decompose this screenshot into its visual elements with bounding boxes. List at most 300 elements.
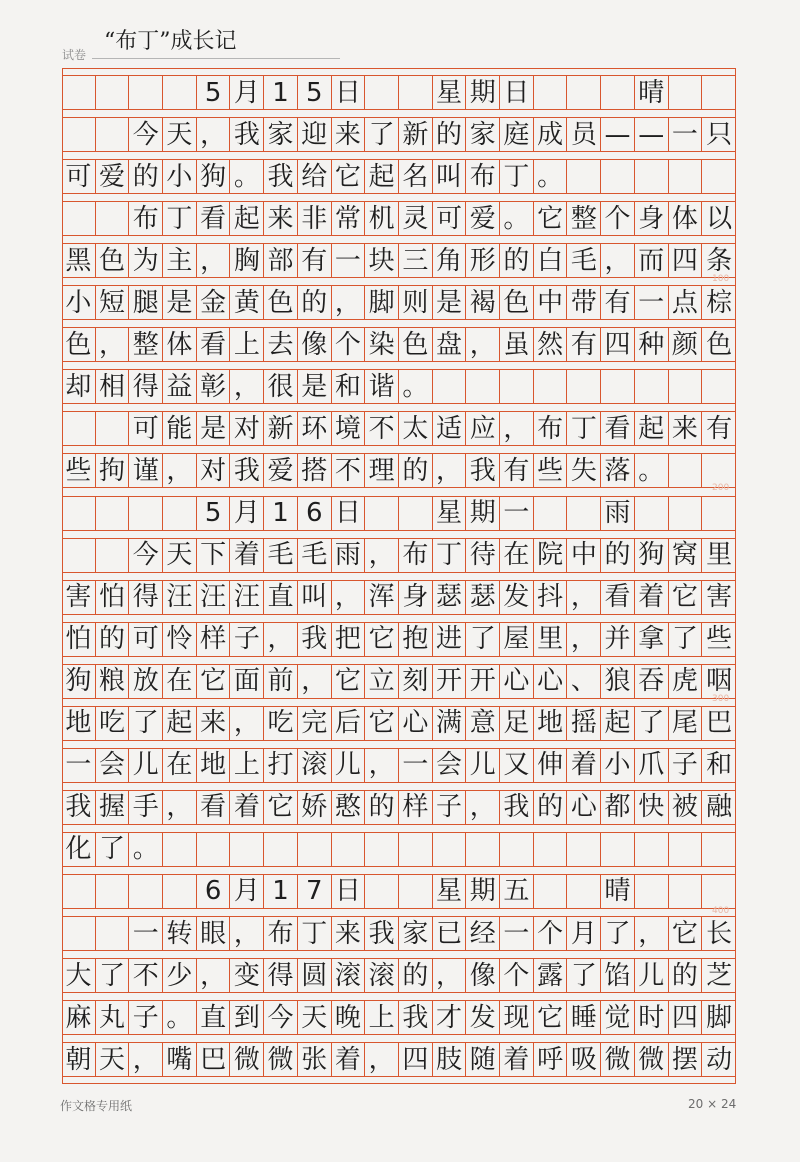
grid-cell: 机: [365, 202, 399, 235]
grid-cell: 去: [264, 328, 298, 361]
word-count-200: 200: [712, 483, 730, 493]
grid-cell: ，: [197, 959, 231, 992]
grid-cell: 一: [635, 286, 669, 319]
word-count-100: 100: [712, 274, 730, 284]
grid-cell: 了: [96, 833, 130, 866]
grid-cell: 日: [332, 76, 366, 109]
grid-cell: 发: [500, 581, 534, 614]
grid-cell: ，: [433, 454, 467, 487]
grid-cell: 一: [129, 917, 163, 950]
grid-cell: [568, 833, 602, 866]
grid-cell: 期: [466, 875, 500, 908]
grid-cell: 样: [399, 791, 433, 824]
grid-cell: 一: [500, 497, 534, 530]
grid-cell: 了: [365, 118, 399, 151]
grid-cell: 的: [399, 454, 433, 487]
grid-cell: ，: [163, 454, 197, 487]
grid-cell: 憨: [332, 791, 366, 824]
grid-cell: 着: [231, 539, 265, 572]
grid-cell: 月: [231, 875, 265, 908]
grid-cell: 5: [197, 76, 231, 109]
grid-cell: 它: [534, 202, 568, 235]
grid-cell: [433, 833, 467, 866]
grid-cell: 完: [298, 707, 332, 740]
grid-cell: 个: [601, 202, 635, 235]
grid-cell: 丁: [163, 202, 197, 235]
grid-cell: 有: [298, 244, 332, 277]
grid-cell: 太: [399, 412, 433, 445]
grid-cell: 儿: [129, 749, 163, 782]
grid-cell: [96, 118, 130, 151]
grid-cell: 布: [399, 539, 433, 572]
grid-cell: 布: [129, 202, 163, 235]
grid-cell: [534, 497, 568, 530]
grid-row: [62, 916, 736, 951]
grid-cell: 的: [96, 623, 130, 656]
grid-cell: 条: [706, 245, 733, 276]
grid-cell: 只: [706, 119, 733, 150]
grid-cell: 看: [601, 581, 635, 614]
grid-cell: 里: [534, 623, 568, 656]
grid-cell: ，: [466, 328, 500, 361]
grid-cell: 些: [706, 624, 733, 655]
grid-cell: 布: [534, 412, 568, 445]
grid-cell: 种: [635, 328, 669, 361]
grid-cell: 到: [231, 1001, 265, 1034]
grid-cell: 丁: [433, 539, 467, 572]
grid-cell: 我: [500, 791, 534, 824]
grid-cell: 却: [62, 370, 96, 403]
grid-cell: 放: [129, 665, 163, 698]
grid-cell: 有: [706, 413, 733, 444]
grid-cell: 了: [466, 623, 500, 656]
grid-cell: 儿: [466, 749, 500, 782]
grid-cell: 屋: [500, 623, 534, 656]
grid-cell: 巴: [197, 1043, 231, 1076]
grid-cell: 动: [706, 1044, 733, 1075]
grid-row: [62, 874, 736, 909]
grid-cell: [635, 370, 669, 403]
grid-row: [62, 538, 736, 573]
grid-cell: [96, 76, 130, 109]
grid-cell: 娇: [298, 791, 332, 824]
grid-cell: 后: [332, 707, 366, 740]
grid-cell: ，: [568, 581, 602, 614]
grid-cell: 是: [298, 370, 332, 403]
grid-cell: 很: [264, 370, 298, 403]
grid-cell: 开: [466, 665, 500, 698]
grid-cell: 星: [433, 497, 467, 530]
grid-row: [62, 580, 736, 615]
grid-cell: 了: [568, 959, 602, 992]
word-count-300: 300: [712, 694, 730, 704]
grid-cell: 身: [399, 581, 433, 614]
grid-cell: 滚: [332, 959, 366, 992]
grid-row: [62, 748, 736, 783]
grid-cell: [500, 370, 534, 403]
grid-cell: 面: [231, 665, 265, 698]
grid-cell: 像: [298, 328, 332, 361]
grid-cell: 月: [568, 917, 602, 950]
grid-cell: [669, 370, 703, 403]
word-count-400: 400: [712, 906, 730, 916]
grid-row: [62, 411, 736, 446]
grid-cell: 刻: [399, 665, 433, 698]
grid-cell: [702, 875, 736, 908]
grid-cell: 朝: [62, 1043, 96, 1076]
grid-cell: 我: [62, 791, 96, 824]
grid-cell: 是: [163, 286, 197, 319]
title-underline: [92, 58, 340, 59]
grid-cell: ，: [197, 118, 231, 151]
grid-cell: 色: [500, 286, 534, 319]
grid-cell: 伸: [534, 749, 568, 782]
grid-cell: 庭: [500, 118, 534, 151]
grid-cell: 害: [62, 581, 96, 614]
grid-cell: 心: [534, 665, 568, 698]
grid-row: [62, 622, 736, 657]
grid-cell: 上: [365, 1001, 399, 1034]
grid-cell: 害: [706, 582, 733, 613]
grid-cell: 它: [332, 665, 366, 698]
grid-cell: 境: [332, 412, 366, 445]
grid-cell: 开: [433, 665, 467, 698]
grid-cell: 抱: [399, 623, 433, 656]
grid-cell: [534, 875, 568, 908]
grid-cell: 来: [264, 202, 298, 235]
grid-cell: 尾: [669, 707, 703, 740]
grid-cell: 的: [601, 539, 635, 572]
grid-cell: 三: [399, 244, 433, 277]
grid-cell: 儿: [635, 959, 669, 992]
grid-cell: 着: [635, 581, 669, 614]
grid-cell: [568, 370, 602, 403]
grid-cell: [332, 833, 366, 866]
grid-cell: 对: [231, 412, 265, 445]
grid-cell: [601, 370, 635, 403]
grid-cell: ，: [298, 665, 332, 698]
grid-row: [62, 706, 736, 741]
grid-cell: 地: [534, 707, 568, 740]
grid-cell: 黑: [62, 244, 96, 277]
grid-cell: 直: [197, 1001, 231, 1034]
grid-cell: 些: [534, 454, 568, 487]
grid-cell: 虎: [669, 665, 703, 698]
grid-cell: 落: [601, 454, 635, 487]
grid-cell: [96, 497, 130, 530]
grid-cell: [466, 833, 500, 866]
grid-cell: 环: [298, 412, 332, 445]
grid-cell: 的: [669, 959, 703, 992]
grid-cell: 汪: [163, 581, 197, 614]
grid-cell: 咽: [706, 666, 733, 697]
grid-cell: 是: [197, 412, 231, 445]
grid-cell: 色: [264, 286, 298, 319]
grid-cell: 心: [500, 665, 534, 698]
grid-cell: 经: [466, 917, 500, 950]
grid-cell: [669, 454, 703, 487]
grid-cell: 它: [365, 623, 399, 656]
grid-cell: 微: [264, 1043, 298, 1076]
grid-cell: 吸: [568, 1043, 602, 1076]
grid-cell: 微: [231, 1043, 265, 1076]
grid-cell: 金: [197, 286, 231, 319]
grid-cell: 着: [568, 749, 602, 782]
grid-cell: [62, 497, 96, 530]
grid-cell: 意: [466, 707, 500, 740]
grid-cell: 搭: [298, 454, 332, 487]
grid-cell: [96, 202, 130, 235]
grid-cell: 会: [433, 749, 467, 782]
grid-cell: 看: [197, 202, 231, 235]
grid-cell: 芝: [706, 960, 733, 991]
grid-cell: 小: [62, 286, 96, 319]
grid-cell: 色: [399, 328, 433, 361]
grid-cell: 觉: [601, 1001, 635, 1034]
grid-cell: [635, 833, 669, 866]
grid-row: [62, 958, 736, 993]
grid-cell: ，: [332, 581, 366, 614]
grid-cell: 带: [568, 286, 602, 319]
grid-cell: [534, 76, 568, 109]
grid-cell: 会: [96, 749, 130, 782]
grid-cell: [568, 76, 602, 109]
grid-cell: 日: [332, 875, 366, 908]
grid-cell: 和: [332, 370, 366, 403]
grid-cell: [298, 833, 332, 866]
grid-cell: 待: [466, 539, 500, 572]
grid-cell: 在: [163, 749, 197, 782]
grid-cell: 摇: [568, 707, 602, 740]
grid-cell: [264, 833, 298, 866]
grid-cell: [601, 833, 635, 866]
grid-cell: 手: [129, 791, 163, 824]
grid-cell: 一: [399, 749, 433, 782]
grid-cell: ，: [264, 623, 298, 656]
grid-cell: ，: [332, 286, 366, 319]
grid-cell: 摆: [669, 1043, 703, 1076]
grid-cell: 整: [129, 328, 163, 361]
grid-cell: 吞: [635, 665, 669, 698]
grid-cell: 为: [129, 244, 163, 277]
grid-cell: 腿: [129, 286, 163, 319]
grid-cell: 着: [332, 1043, 366, 1076]
grid-cell: 又: [500, 749, 534, 782]
grid-cell: 的: [433, 118, 467, 151]
grid-cell: 馅: [601, 959, 635, 992]
grid-cell: 色: [62, 328, 96, 361]
grid-cell: 在: [500, 539, 534, 572]
grid-cell: 。: [500, 202, 534, 235]
grid-cell: 叫: [298, 581, 332, 614]
grid-cell: 体: [163, 328, 197, 361]
grid-cell: [62, 76, 96, 109]
grid-cell: 脚: [365, 286, 399, 319]
grid-cell: 非: [298, 202, 332, 235]
grid-cell: ，: [365, 539, 399, 572]
grid-cell: [500, 833, 534, 866]
grid-cell: 新: [264, 412, 298, 445]
grid-cell: [365, 76, 399, 109]
grid-cell: 毛: [264, 539, 298, 572]
grid-cell: ，: [96, 328, 130, 361]
grid-row: [62, 285, 736, 320]
grid-cell: 晚: [332, 1001, 366, 1034]
grid-cell: 并: [601, 623, 635, 656]
grid-cell: 它: [332, 160, 366, 193]
grid-cell: 的: [129, 160, 163, 193]
grid-cell: 6: [197, 875, 231, 908]
grid-cell: 色: [96, 244, 130, 277]
grid-cell: 子: [433, 791, 467, 824]
grid-cell: 颜: [669, 328, 703, 361]
grid-cell: ，: [231, 917, 265, 950]
grid-cell: 起: [163, 707, 197, 740]
grid-cell: 。: [129, 833, 163, 866]
grid-cell: 起: [601, 707, 635, 740]
grid-cell: [197, 833, 231, 866]
grid-cell: 不: [365, 412, 399, 445]
grid-cell: 盘: [433, 328, 467, 361]
grid-cell: [365, 833, 399, 866]
grid-cell: 看: [197, 328, 231, 361]
grid-cell: 爱: [96, 160, 130, 193]
grid-cell: 麻: [62, 1001, 96, 1034]
grid-cell: 丁: [568, 412, 602, 445]
grid-cell: [62, 412, 96, 445]
grid-cell: 已: [433, 917, 467, 950]
grid-cell: 我: [231, 118, 265, 151]
grid-cell: [163, 875, 197, 908]
grid-cell: 晴: [601, 875, 635, 908]
grid-cell: ，: [365, 1043, 399, 1076]
grid-cell: [601, 160, 635, 193]
grid-row: [62, 790, 736, 825]
grid-cell: 来: [332, 917, 366, 950]
grid-cell: 我: [399, 1001, 433, 1034]
grid-cell: 毛: [568, 244, 602, 277]
grid-cell: 家: [264, 118, 298, 151]
grid-cell: 晴: [635, 76, 669, 109]
grid-cell: [534, 833, 568, 866]
grid-cell: 星: [433, 76, 467, 109]
grid-cell: 今: [129, 118, 163, 151]
grid-cell: [62, 118, 96, 151]
grid-cell: [163, 833, 197, 866]
grid-cell: 滚: [298, 749, 332, 782]
grid-cell: 把: [332, 623, 366, 656]
grid-cell: 拿: [635, 623, 669, 656]
grid-cell: 看: [601, 412, 635, 445]
grid-cell: [365, 497, 399, 530]
grid-cell: [702, 370, 736, 403]
grid-cell: 得: [264, 959, 298, 992]
grid-cell: 谨: [129, 454, 163, 487]
grid-cell: 1: [264, 875, 298, 908]
grid-cell: 。: [534, 160, 568, 193]
grid-cell: [62, 539, 96, 572]
grid-cell: 起: [635, 412, 669, 445]
grid-cell: 时: [635, 1001, 669, 1034]
grid-row: [62, 496, 736, 531]
grid-cell: 儿: [332, 749, 366, 782]
grid-cell: 棕: [706, 287, 733, 318]
grid-cell: 一: [62, 749, 96, 782]
grid-cell: 四: [399, 1043, 433, 1076]
grid-cell: 睡: [568, 1001, 602, 1034]
grid-cell: 五: [500, 875, 534, 908]
grid-cell: 一: [332, 244, 366, 277]
grid-cell: [129, 875, 163, 908]
grid-cell: 吃: [96, 707, 130, 740]
grid-cell: 我: [365, 917, 399, 950]
grid-cell: 相: [96, 370, 130, 403]
grid-cell: 都: [601, 791, 635, 824]
grid-cell: 家: [399, 917, 433, 950]
grid-cell: 小: [601, 749, 635, 782]
grid-cell: 可: [129, 412, 163, 445]
grid-cell: 才: [433, 1001, 467, 1034]
grid-cell: [96, 875, 130, 908]
grid-cell: 成: [534, 118, 568, 151]
grid-cell: 瑟: [466, 581, 500, 614]
grid-cell: 爱: [466, 202, 500, 235]
grid-cell: 眼: [197, 917, 231, 950]
grid-cell: 四: [601, 328, 635, 361]
grid-cell: 星: [433, 875, 467, 908]
grid-cell: 日: [500, 76, 534, 109]
grid-cell: 期: [466, 497, 500, 530]
grid-cell: 少: [163, 959, 197, 992]
grid-cell: 爪: [635, 749, 669, 782]
grid-cell: 吃: [264, 707, 298, 740]
grid-cell: [62, 202, 96, 235]
grid-cell: 巴: [706, 708, 733, 739]
grid-cell: ，: [635, 917, 669, 950]
grid-cell: 员: [568, 118, 602, 151]
grid-cell: 身: [635, 202, 669, 235]
grid-cell: 白: [534, 244, 568, 277]
grid-cell: 叫: [433, 160, 467, 193]
grid-cell: [702, 160, 736, 193]
grid-cell: [96, 539, 130, 572]
grid-cell: 四: [669, 244, 703, 277]
grid-cell: 黄: [231, 286, 265, 319]
grid-cell: 我: [264, 160, 298, 193]
grid-cell: 狗: [635, 539, 669, 572]
grid-row: [62, 75, 736, 110]
grid-cell: 狼: [601, 665, 635, 698]
grid-cell: 是: [433, 286, 467, 319]
grid-cell: 布: [264, 917, 298, 950]
grid-cell: [399, 497, 433, 530]
grid-cell: ，: [231, 370, 265, 403]
grid-cell: [669, 76, 703, 109]
grid-cell: [62, 875, 96, 908]
grid-cell: [365, 875, 399, 908]
grid-cell: 月: [231, 497, 265, 530]
grid-cell: ，: [500, 412, 534, 445]
grid-cell: —: [635, 118, 669, 151]
grid-cell: 彰: [197, 370, 231, 403]
grid-cell: 融: [706, 792, 733, 823]
grid-cell: 然: [534, 328, 568, 361]
grid-cell: 整: [568, 202, 602, 235]
grid-cell: 应: [466, 412, 500, 445]
grid-cell: [601, 76, 635, 109]
grid-cell: 窝: [669, 539, 703, 572]
grid-cell: [399, 833, 433, 866]
